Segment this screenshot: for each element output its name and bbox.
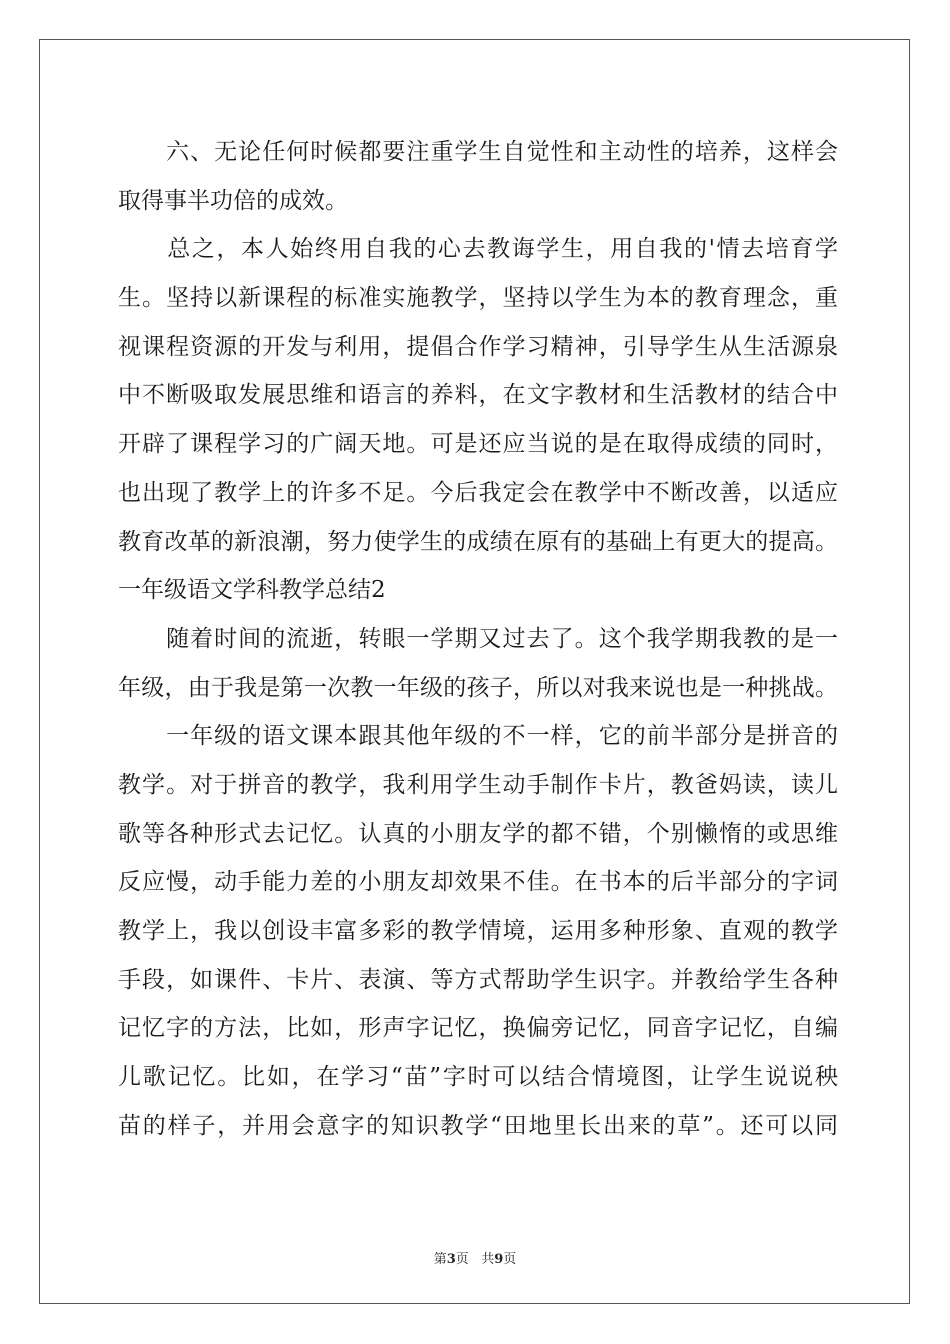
text-line: 总之，本人始终用自我的心去教诲学生，用自我的'情去培育学	[118, 236, 838, 263]
text-line: 视课程资源的开发与利用，提倡合作学习精神，引导学生从生活源泉	[118, 333, 838, 360]
text-line: 生。坚持以新课程的标准实施教学，坚持以学生为本的教育理念，重	[118, 285, 838, 312]
text-line: 年级，由于我是第一次教一年级的孩子，所以对我来说也是一种挑战。	[118, 674, 838, 701]
page-prefix: 第	[433, 1252, 447, 1267]
page-footer	[0, 1248, 950, 1267]
text-line: 苗的样子，并用会意字的知识教学“田地里长出来的草”。还可以同	[118, 1112, 838, 1139]
text-line: 随着时间的流逝，转眼一学期又过去了。这个我学期我教的是一	[118, 625, 838, 652]
total-suffix: 页	[503, 1252, 517, 1267]
text-line: 开辟了课程学习的广阔天地。可是还应当说的是在取得成绩的同时，	[118, 431, 838, 458]
total-prefix: 共	[481, 1252, 495, 1267]
text-line: 取得事半功倍的成效。	[118, 187, 348, 214]
text-line: 一年级的语文课本跟其他年级的不一样，它的前半部分是拼音的	[118, 723, 838, 750]
text-line: 手段，如课件、卡片、表演、等方式帮助学生识字。并教给学生各种	[118, 966, 838, 993]
text-line: 也出现了教学上的许多不足。今后我定会在教学中不断改善，以适应	[118, 479, 838, 506]
page-total: 9	[494, 1252, 504, 1267]
text-line: 六、无论任何时候都要注重学生自觉性和主动性的培养，这样会	[118, 139, 838, 165]
text-line: 歌等各种形式去记忆。认真的小朋友学的都不错，个别懒惰的或思维	[118, 820, 838, 847]
text-line: 儿歌记忆。比如，在学习“苗”字时可以结合情境图，让学生说说秧	[118, 1064, 838, 1091]
text-line: 反应慢，动手能力差的小朋友却效果不佳。在书本的后半部分的字词	[118, 869, 838, 896]
text-line: 记忆字的方法，比如，形声字记忆，换偏旁记忆，同音字记忆，自编	[118, 1015, 838, 1042]
text-line: 教学。对于拼音的教学，我利用学生动手制作卡片，教爸妈读，读儿	[118, 771, 838, 798]
page-suffix: 页	[455, 1252, 469, 1267]
document-body	[118, 128, 838, 1150]
text-line: 教育改革的新浪潮，努力使学生的成绩在原有的基础上有更大的提高。	[118, 528, 838, 555]
text-line: 中不断吸取发展思维和语言的养料，在文字教材和生活教材的结合中	[118, 382, 838, 409]
section-heading: 一年级语文学科教学总结2	[118, 577, 386, 604]
text-line: 教学上，我以创设丰富多彩的教学情境，运用多种形象、直观的教学	[118, 918, 838, 944]
page-current: 3	[446, 1252, 456, 1267]
